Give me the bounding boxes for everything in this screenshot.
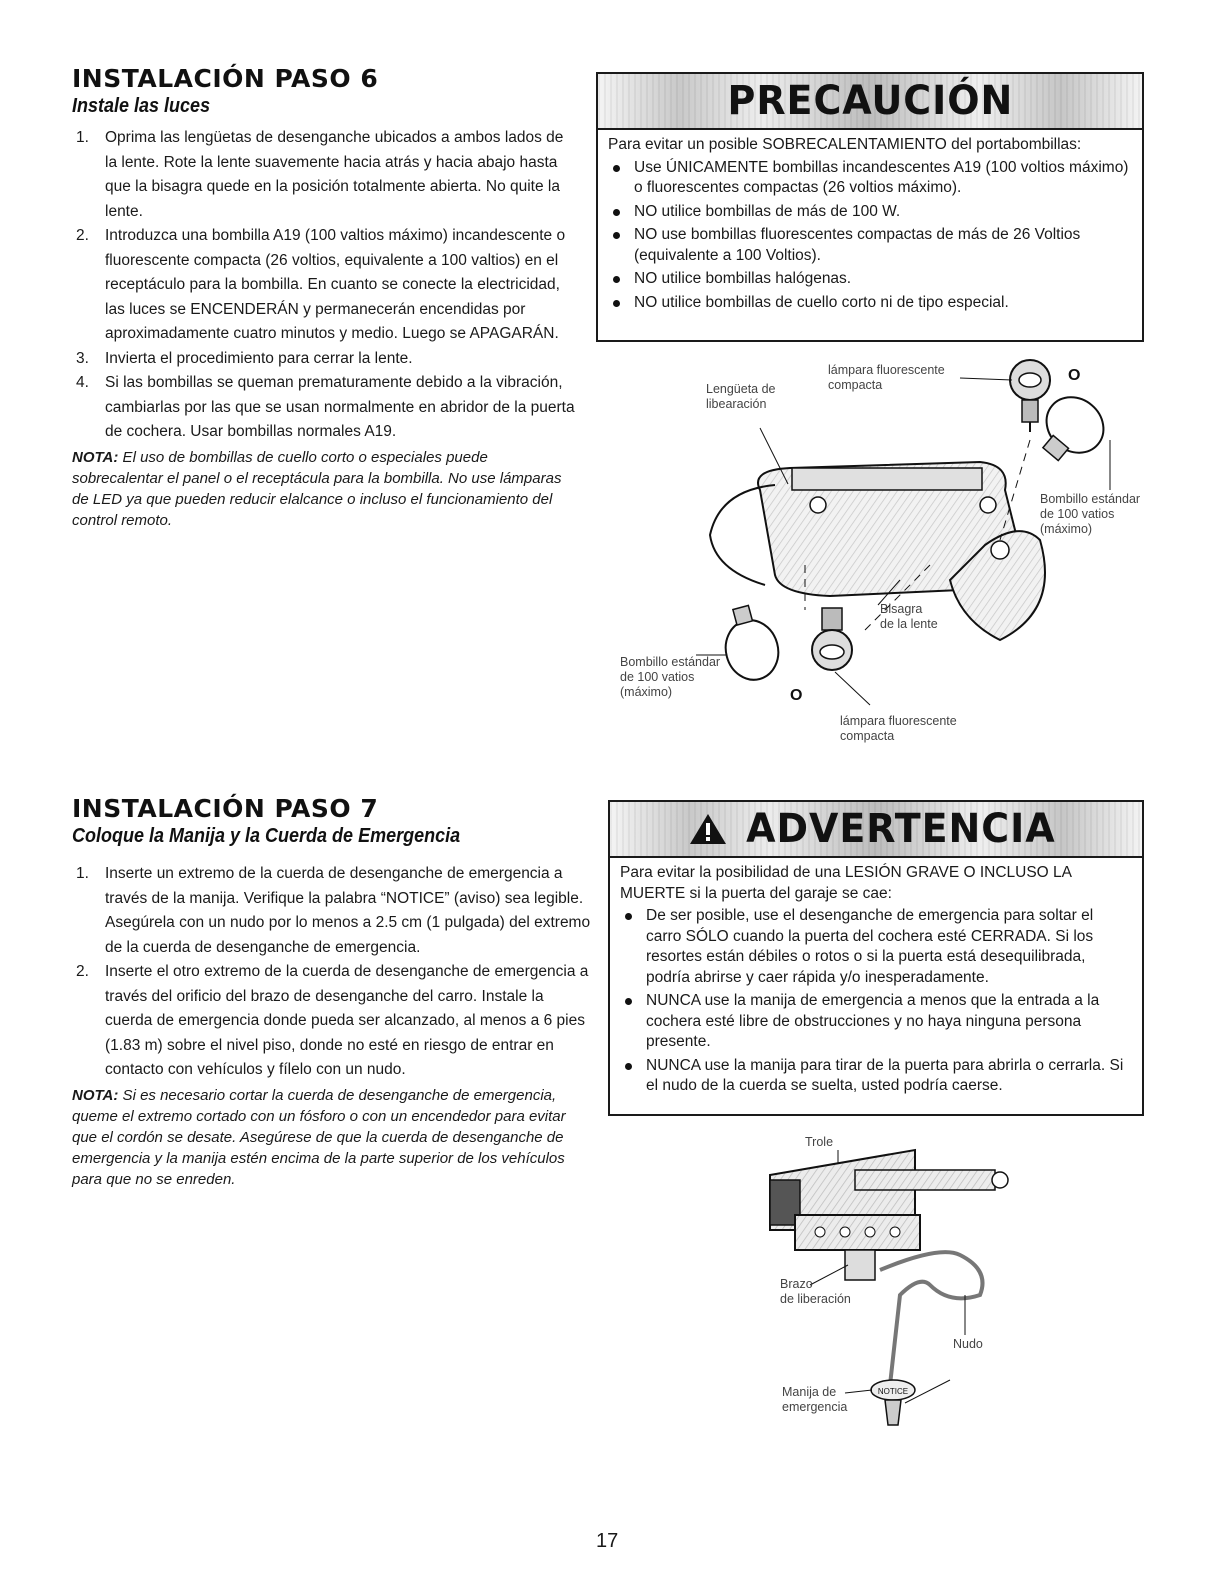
caution-banner-text: PRECAUCIÓN (727, 78, 1013, 124)
caution-box (596, 72, 1144, 342)
list-item: 3. Invierta el procedimiento para cerrar la lente. (76, 349, 413, 367)
warning-list (620, 906, 1132, 1097)
bullet-icon (613, 209, 620, 216)
list-item: NO use bombillas fluorescentes compactas de más de 26 Voltios (equivalente a 100 Voltios). (608, 225, 1132, 266)
label-trolley: Trole (805, 1135, 834, 1149)
bullet-icon (613, 276, 620, 283)
step7-title: INSTALACIÓN PASO 7 (72, 794, 379, 823)
label-standard-bulb-right: Bombillo estándar de 100 vatios (máximo) (1040, 492, 1141, 536)
caution-banner (598, 74, 1142, 130)
step7-list (72, 862, 592, 1083)
rope (880, 1252, 983, 1385)
bullet-icon (625, 998, 632, 1005)
label-or-bottom: O (790, 687, 803, 704)
emergency-handle-icon (871, 1380, 915, 1425)
label-release-arm: Brazo de liberación (780, 1277, 851, 1306)
label-hinge: Bisagra de la lente (880, 602, 938, 631)
list-item: NO utilice bombillas de cuello corto ni de tipo especial. (608, 293, 1132, 314)
list-item: 2. Introduzca una bombilla A19 (100 valtios máximo) incandescente o fluorescente compacta (26 voltios, equivalente a 100 valtios) en el receptáculo para la bombilla. En cuanto se conecte la electricidad, las luces se ENCENDERÁN y permanecerán encendidas por aproximadamente cuatro minutos y medio. Luego se APAGARÁN. (76, 227, 566, 342)
caution-intro: Para evitar un posible SOBRECALENTAMIENTO del portabombillas: (608, 136, 1082, 153)
trolley-figure (760, 1135, 1040, 1435)
caution-list (608, 158, 1132, 314)
warning-triangle-icon (688, 812, 728, 846)
list-item: 2. Inserte el otro extremo de la cuerda de desenganche de emergencia a través del orificio del brazo de desenganche del carro. Instale la cuerda de emergencia donde pueda ser alcanzado, al menos a 6 pies (1.83 m) sobre el nivel piso, donde no esté en riesgo de entrar en contacto con vehículos y fílelo con un nudo. (76, 963, 589, 1078)
warning-intro: Para evitar la posibilidad de una LESIÓN GRAVE O INCLUSO LA MUERTE si la puerta del garaje se cae: (620, 864, 1072, 902)
bullet-icon (625, 1063, 632, 1070)
list-item: De ser posible, use el desenganche de emergencia para soltar el carro SÓLO cuando la puerta del cochera esté CERRADA. Si los resortes están débiles o rotos o si la puerta está desequilibrada, podría abrirse y caer rápida y/o inesperadamente. (620, 906, 1132, 988)
step6-section (72, 64, 577, 531)
cfl-bulb-icon (1010, 360, 1050, 432)
step6-list (72, 126, 577, 445)
warning-box (608, 800, 1144, 1116)
bullet-icon (613, 300, 620, 307)
step6-title: INSTALACIÓN PASO 6 (72, 64, 379, 93)
bullet-icon (613, 165, 620, 172)
label-release-tab: Lengüeta de libearación (706, 382, 776, 411)
step7-note: NOTA: Si es necesario cortar la cuerda de desenganche de emergencia, queme el extremo cortado con un fósforo o con un encendedor para evitar que el cordón se desate. Asegúrese de que la cuerda de desenganche de emergencia y la manija estén encima de la parte superior de los vehículos para que no se enreden. (72, 1086, 566, 1188)
warning-banner (610, 802, 1142, 858)
bullet-icon (613, 232, 620, 239)
step6-subtitle: Instale las luces (72, 95, 211, 117)
label-cfl-bottom: lámpara fluorescente compacta (840, 714, 957, 743)
step7-subtitle: Coloque la Manija y la Cuerda de Emergencia (72, 825, 461, 847)
list-item: NUNCA use la manija para tirar de la puerta para abrirla o cerrarla. Si el nudo de la cuerda se suelta, usted podría caerse. (620, 1056, 1132, 1097)
label-or-top: O (1068, 367, 1081, 384)
list-item: Use ÚNICAMENTE bombillas incandescentes A19 (100 voltios máximo) o fluorescentes compactas (26 voltios máximo). (608, 158, 1132, 199)
note-label: NOTA: (72, 448, 119, 466)
cfl-bulb-icon (812, 608, 852, 670)
label-cfl-top: lámpara fluorescente compacta (828, 363, 945, 392)
caution-body (598, 130, 1142, 324)
standard-bulb-icon (1028, 386, 1115, 474)
release-arm (845, 1250, 875, 1280)
label-handle: Manija de emergencia (782, 1385, 848, 1414)
list-item: NO utilice bombillas halógenas. (608, 269, 1132, 290)
list-item: NO utilice bombillas de más de 100 W. (608, 202, 1132, 223)
list-item: 1. Inserte un extremo de la cuerda de desenganche de emergencia a través de la manija. Verifique la palabra “NOTICE” (aviso) sea legible. Asegúrela con un nudo por lo menos a 2.5 cm (1 pulgada) del extremo de la cuerda de desenganche de emergencia. (76, 865, 591, 956)
note-label: NOTA: (72, 1086, 119, 1104)
list-item: 1. Oprima las lengüetas de desenganche ubicados a ambos lados de la lente. Rote la lente suavemente hacia atrás y hacia abajo hasta que la bisagra quede en la posición totalmente abierta. No quite la lente. (76, 129, 564, 220)
page-number: 17 (596, 1530, 619, 1552)
list-item: 4. Si las bombillas se queman prematuramente debido a la vibración, cambiarlas por las que se usan normalmente en abridor de la puerta de cochera. Usar bombillas normales A19. (76, 374, 575, 440)
lens-figure (600, 350, 1160, 760)
step6-note: NOTA: El uso de bombillas de cuello corto o especiales puede sobrecalentar el panel o el receptácula para la bombilla. No use lámparas de LED ya que pueden reducir elalcance o incluso el funcionamiento del control remoto. (72, 448, 562, 529)
step7-section (72, 794, 592, 1190)
bullet-icon (625, 913, 632, 920)
list-item: NUNCA use la manija de emergencia a menos que la entrada a la cochera esté libre de obstrucciones y no haya ninguna persona presente. (620, 991, 1132, 1053)
label-knot: Nudo (953, 1337, 983, 1351)
standard-bulb-icon (715, 601, 784, 686)
handle-tag: NOTICE (877, 1387, 909, 1396)
warning-body (610, 858, 1142, 1108)
warning-banner-text: ADVERTENCIA (746, 806, 1056, 852)
label-standard-bulb-left: Bombillo estándar de 100 vatios (máximo) (620, 655, 721, 699)
